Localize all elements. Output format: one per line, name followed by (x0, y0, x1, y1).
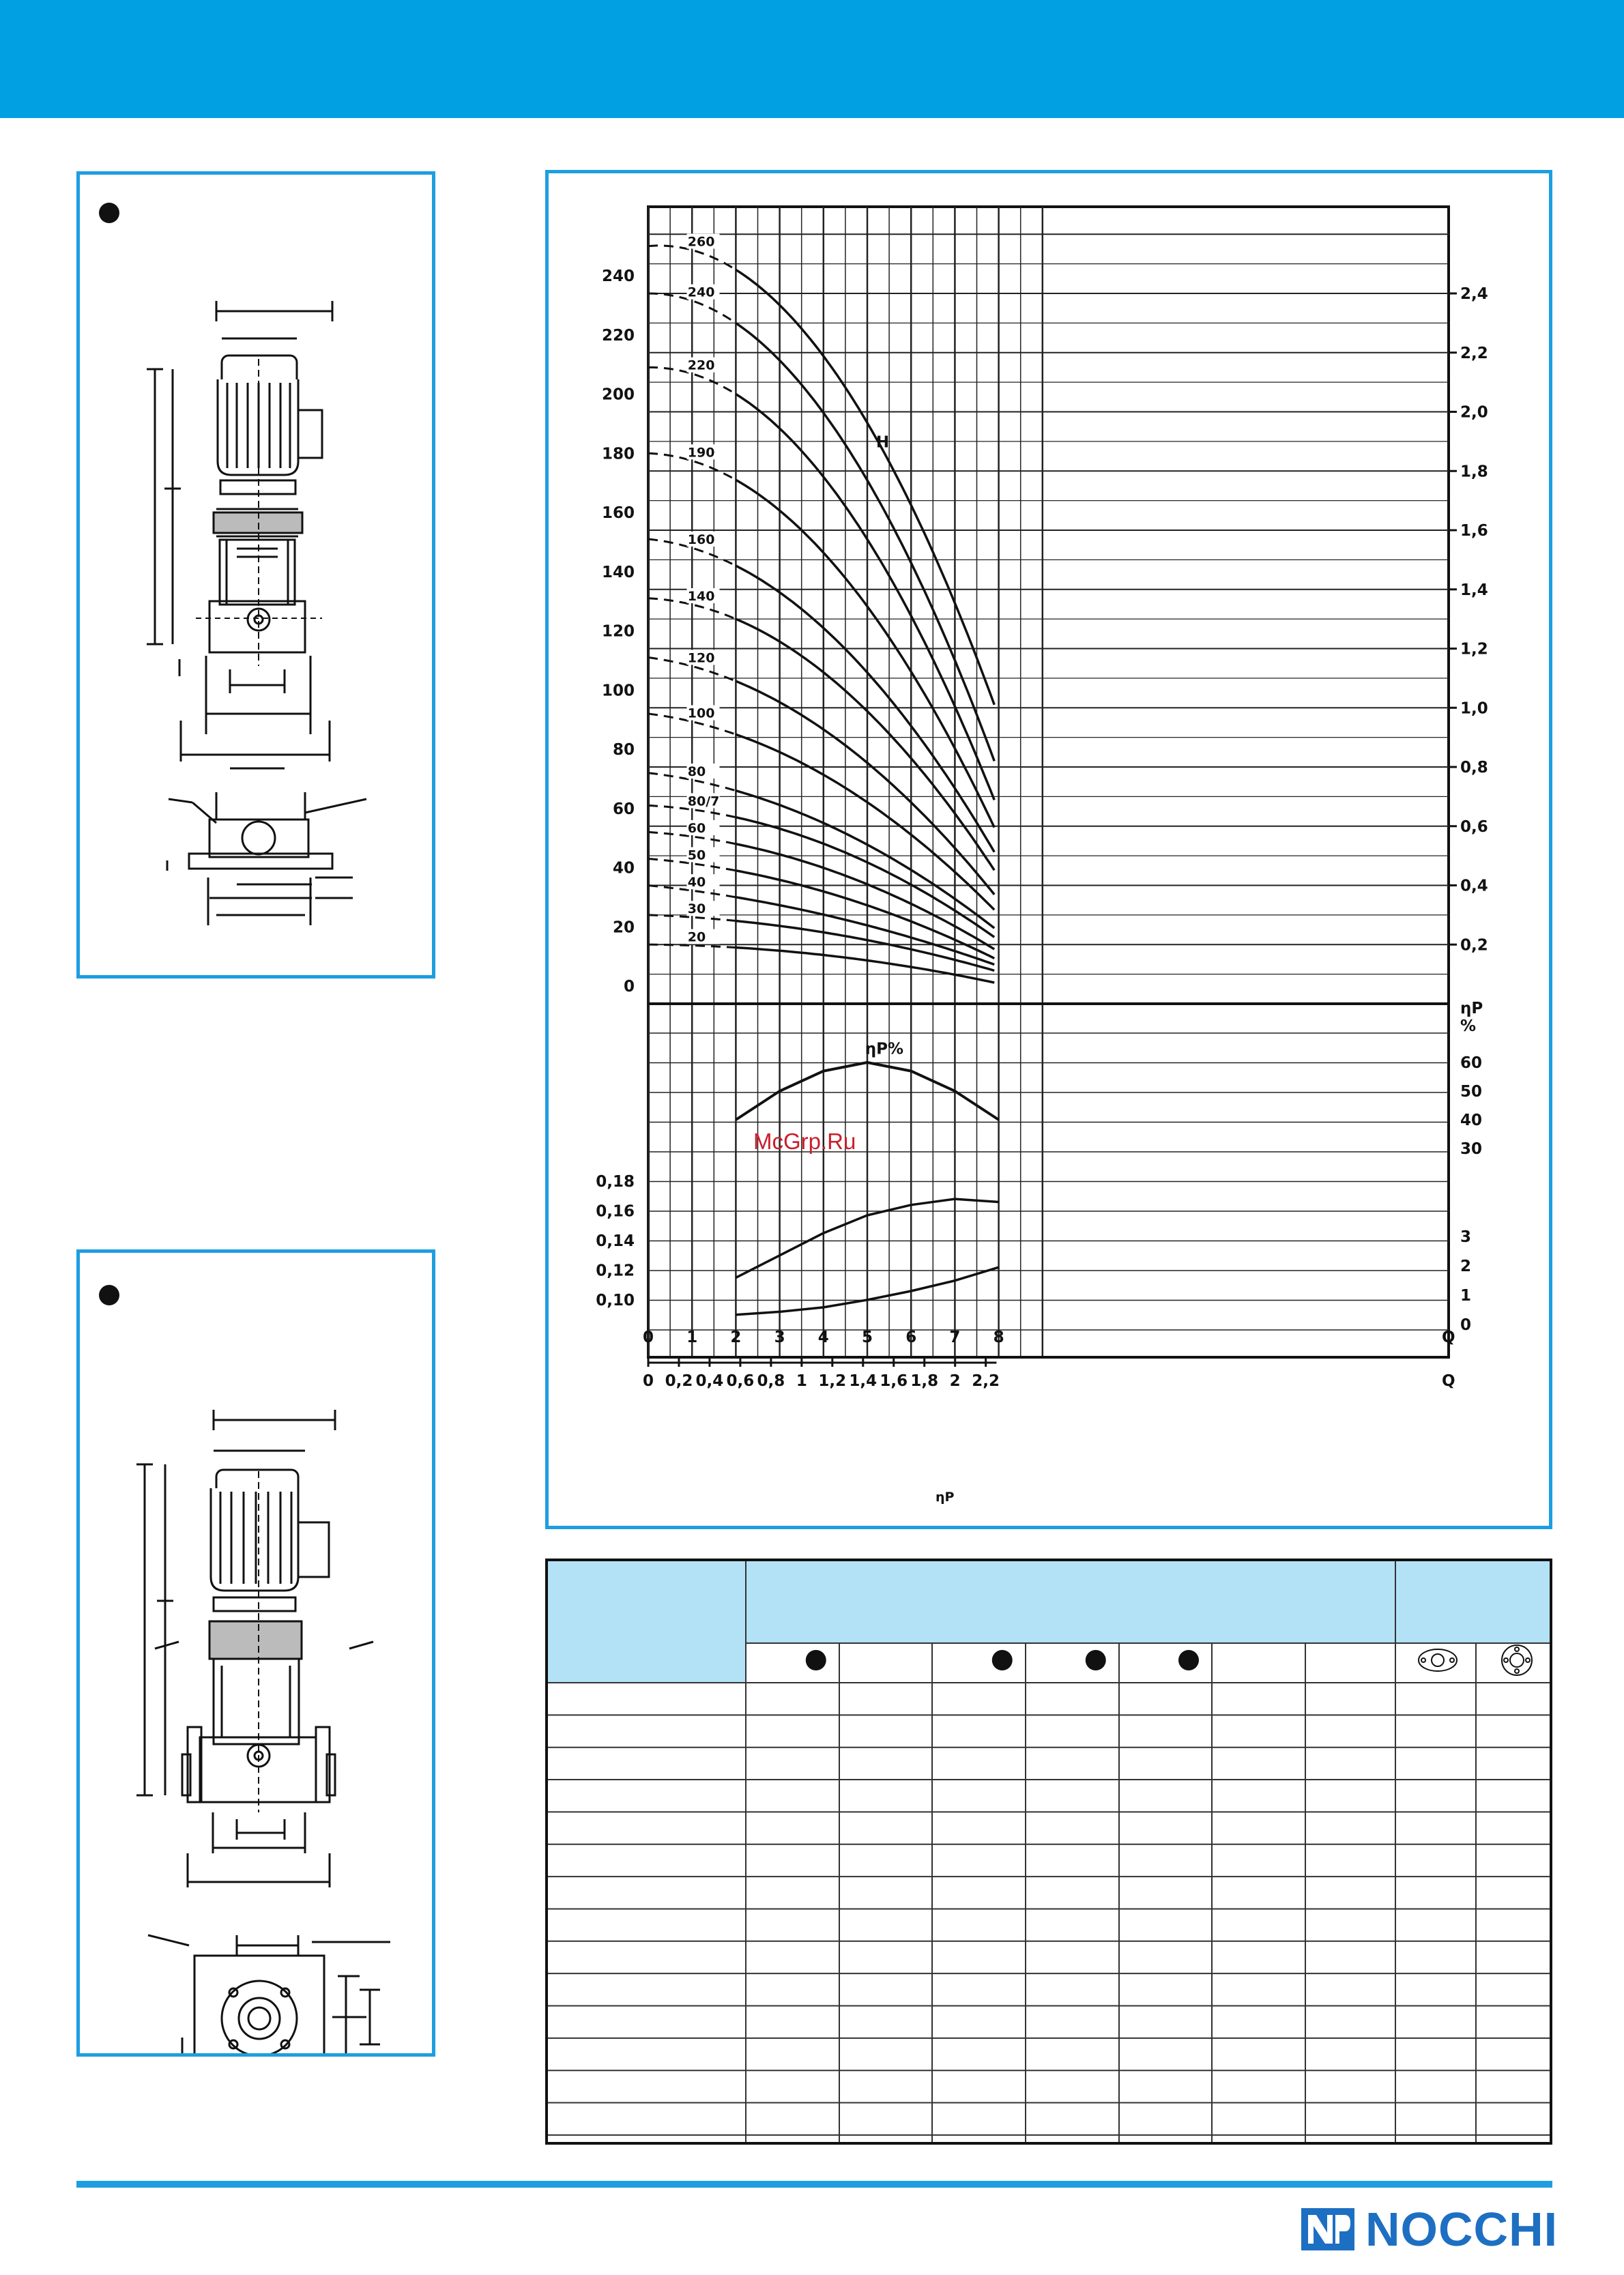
y-left-tick: 100 (601, 682, 635, 700)
chart-frame (648, 207, 1449, 1357)
power-left-tick: 0,18 (596, 1173, 635, 1191)
power-left-tick: 0,10 (596, 1292, 635, 1309)
table-header-dot (992, 1650, 1013, 1670)
y-left-tick: 80 (612, 741, 635, 759)
y-right-tick: 1,4 (1460, 581, 1488, 599)
x-tick: 2 (730, 1329, 742, 1346)
y-right-tick: 0,4 (1460, 877, 1488, 895)
table-header-dot (1178, 1650, 1199, 1670)
y-right-tick: 1,8 (1460, 463, 1488, 481)
curve-label-120: 120 (687, 650, 715, 666)
eff-tick: 60 (1460, 1054, 1483, 1072)
y-right-tick: 0,8 (1460, 759, 1488, 777)
x-tick: 4 (817, 1329, 829, 1346)
x-tick: 5 (861, 1329, 873, 1346)
x2-tick: 1,2 (818, 1372, 847, 1390)
efficiency-curve-label: ηP% (865, 1040, 904, 1058)
curve-label-140: 140 (687, 588, 715, 604)
eff-tick: 30 (1460, 1140, 1483, 1158)
y-right-tick: 2,2 (1460, 344, 1488, 362)
x-tick: 1 (686, 1329, 698, 1346)
x2-tick: 2,2 (972, 1372, 1000, 1390)
x-tick: 6 (905, 1329, 917, 1346)
table-header-dot (806, 1650, 826, 1670)
x2-tick: 0,8 (757, 1372, 785, 1390)
performance-chart (549, 173, 1549, 1526)
pump-drawing-panel-1 (76, 171, 435, 979)
footer-divider (76, 2181, 1552, 2188)
y-left-tick: 140 (601, 563, 635, 581)
pump-drawing-2 (80, 1253, 432, 2053)
curve-label-80/7: 80/7 (687, 794, 720, 809)
y-right-tick: 0,2 (1460, 936, 1488, 955)
eff-tick: 50 (1460, 1083, 1483, 1101)
y-left-tick: 40 (612, 859, 635, 878)
curve-label-240: 240 (687, 285, 715, 300)
performance-chart-panel (545, 170, 1552, 1529)
y-right-tick: 2,0 (1460, 403, 1488, 422)
brand-mark-icon (1300, 2207, 1356, 2252)
x2-tick: 1,8 (910, 1372, 939, 1390)
power-left-tick: 0,12 (596, 1262, 635, 1280)
pump-drawing-1 (80, 175, 432, 975)
table-header-cell-connections (1395, 1561, 1550, 1643)
pump-drawing-panel-2 (76, 1249, 435, 2057)
x2-tick: 2 (949, 1372, 961, 1390)
curve-label-50: 50 (687, 847, 706, 863)
curve-label-30: 30 (687, 901, 706, 917)
x2-tick: 0,6 (726, 1372, 755, 1390)
x2-axis-label: Q (1442, 1372, 1455, 1390)
power-right-tick: 0 (1460, 1316, 1472, 1334)
header-bar (0, 0, 1624, 118)
curve-label-100: 100 (687, 706, 715, 721)
x-tick: 7 (949, 1329, 961, 1346)
y-right-tick: 1,6 (1460, 522, 1488, 540)
y-right-tick: 0,6 (1460, 817, 1488, 836)
head-curve-label: H (875, 433, 890, 452)
watermark-text: McGrp.Ru (753, 1129, 856, 1154)
x-tick: 3 (774, 1329, 785, 1346)
x2-tick: 0,2 (665, 1372, 693, 1390)
dimensions-table (545, 1559, 1552, 2145)
y-right-tick: 1,0 (1460, 699, 1488, 718)
x-axis-label: Q (1442, 1329, 1455, 1346)
y-left-tick: 180 (601, 445, 635, 463)
y-left-tick: 220 (601, 326, 635, 345)
power-left-tick: 0,16 (596, 1202, 635, 1221)
table-grid (548, 1561, 1550, 2142)
y-left-tick: 200 (601, 386, 635, 404)
curve-label-190: 190 (687, 445, 715, 461)
table-header-dot (1086, 1650, 1106, 1670)
curve-label-60: 60 (687, 820, 706, 836)
brand-name: NOCCHI (1365, 2203, 1558, 2256)
brand-logo (1300, 2203, 1558, 2256)
curve-label-40: 40 (687, 875, 706, 890)
curve-label-160: 160 (687, 532, 715, 548)
y-left-tick: 20 (612, 918, 635, 937)
power-right-tick: 2 (1460, 1258, 1472, 1275)
chart-grid (648, 207, 1457, 1367)
power-right-tick: 3 (1460, 1228, 1472, 1246)
power-left-tick: 0,14 (596, 1232, 635, 1250)
y-left-tick: 240 (601, 267, 635, 285)
y-right-tick: 1,2 (1460, 640, 1488, 658)
y-right-tick: 2,4 (1460, 285, 1488, 303)
x-tick: 0 (642, 1329, 654, 1346)
eff-tick: 40 (1460, 1112, 1483, 1129)
x2-tick: 0 (642, 1372, 654, 1390)
y-left-tick: 60 (612, 800, 635, 818)
x2-tick: 0,4 (695, 1372, 724, 1390)
eff-axis-label: ηP (1460, 1000, 1483, 1017)
oval-flange-icon (1419, 1649, 1457, 1671)
y-left-tick: 160 (601, 504, 635, 522)
x2-tick: 1,4 (849, 1372, 878, 1390)
eff-axis-unit: % (1460, 1017, 1477, 1035)
curve-label-260: 260 (687, 234, 715, 250)
curve-label-80: 80 (687, 764, 706, 780)
power-right-tick: 1 (1460, 1287, 1472, 1305)
y-left-tick: 0 (623, 978, 635, 996)
x-tick: 8 (993, 1329, 1004, 1346)
x2-tick: 1 (796, 1372, 807, 1390)
efficiency-symbol-caption: ηP (936, 1490, 955, 1505)
x2-tick: 1,6 (880, 1372, 908, 1390)
curve-label-20: 20 (687, 929, 706, 945)
table-header-cell-dimensions (746, 1561, 1395, 1643)
y-left-tick: 120 (601, 622, 635, 641)
curve-label-220: 220 (687, 358, 715, 373)
round-flange-icon (1502, 1645, 1532, 1675)
table-header-cell-model (548, 1561, 746, 1683)
